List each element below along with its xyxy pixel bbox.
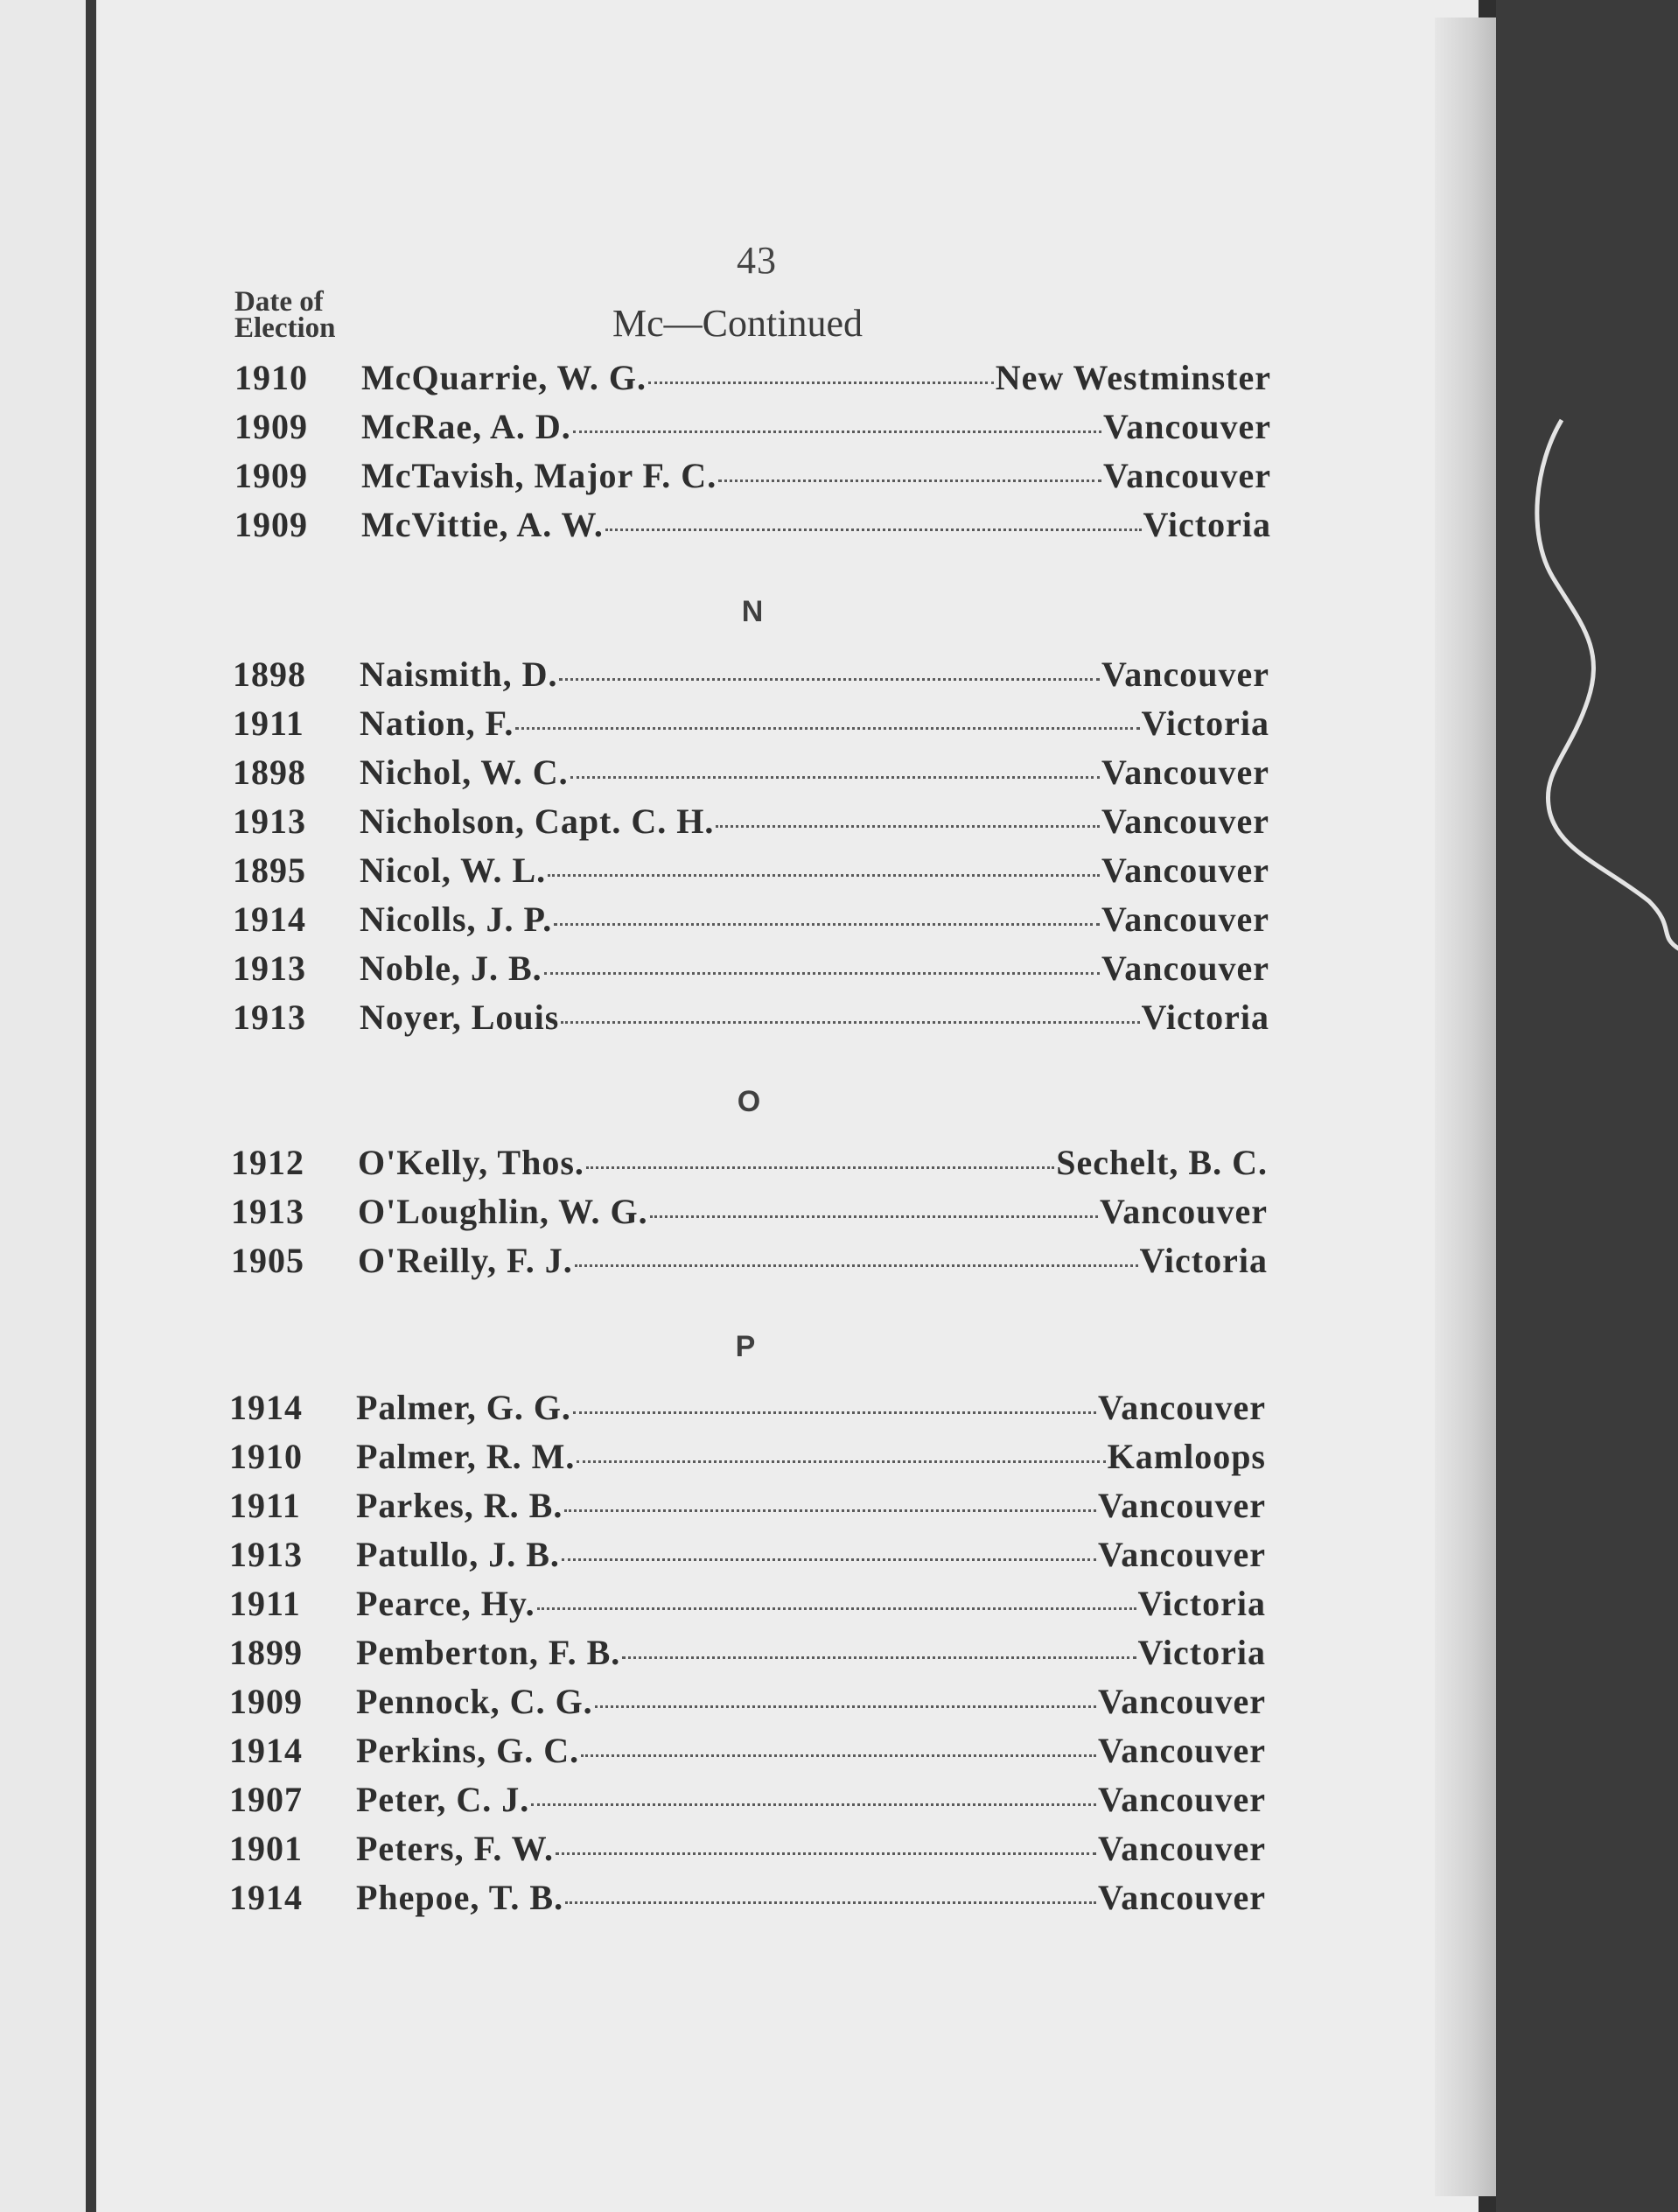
leader-dots bbox=[531, 1803, 1096, 1806]
header-line-2: Election bbox=[234, 312, 336, 344]
leader-dots bbox=[565, 1901, 1096, 1904]
member-name: Peters, F. W. bbox=[356, 1829, 554, 1868]
leader-dots bbox=[622, 1656, 1136, 1659]
listing-row bbox=[234, 504, 1271, 548]
listing-row bbox=[229, 1387, 1266, 1431]
leader-dots bbox=[544, 972, 1100, 975]
listing-row bbox=[234, 357, 1271, 401]
election-year: 1914 bbox=[233, 900, 306, 939]
leader-dots bbox=[573, 1411, 1096, 1414]
election-year: 1913 bbox=[233, 998, 306, 1037]
member-name: Pemberton, F. B. bbox=[356, 1633, 621, 1672]
election-year: 1901 bbox=[229, 1829, 303, 1868]
listing-row bbox=[233, 752, 1269, 795]
stray-fiber bbox=[1527, 411, 1678, 954]
election-year: 1913 bbox=[231, 1192, 304, 1231]
member-location: Vancouver bbox=[1098, 1780, 1266, 1819]
member-name: Palmer, R. M. bbox=[356, 1437, 576, 1476]
election-year: 1898 bbox=[233, 654, 306, 694]
member-name: O'Loughlin, W. G. bbox=[358, 1192, 648, 1231]
listing-row bbox=[229, 1877, 1266, 1921]
election-year: 1912 bbox=[231, 1143, 304, 1182]
election-year: 1914 bbox=[229, 1388, 303, 1427]
member-name: Nation, F. bbox=[360, 704, 514, 743]
leader-dots bbox=[716, 825, 1100, 828]
header-line-1: Date of bbox=[234, 286, 324, 318]
member-location: Vancouver bbox=[1101, 654, 1269, 694]
member-location: Vancouver bbox=[1101, 752, 1269, 792]
election-year: 1898 bbox=[233, 752, 306, 792]
member-name: Pennock, C. G. bbox=[356, 1682, 593, 1721]
member-location: Sechelt, B. C. bbox=[1056, 1143, 1268, 1182]
member-name: O'Reilly, F. J. bbox=[358, 1241, 573, 1280]
member-name: Phepoe, T. B. bbox=[356, 1878, 564, 1917]
section-letter-o: O bbox=[737, 1085, 761, 1118]
listing-row bbox=[229, 1828, 1266, 1872]
listing-row bbox=[229, 1632, 1266, 1676]
election-year: 1914 bbox=[229, 1731, 303, 1770]
leader-dots bbox=[562, 1558, 1096, 1561]
scan-backdrop bbox=[1496, 0, 1678, 2212]
leader-dots bbox=[650, 1215, 1098, 1218]
election-year: 1913 bbox=[233, 948, 306, 988]
member-location: Vancouver bbox=[1098, 1731, 1266, 1770]
member-name: Nicol, W. L. bbox=[360, 850, 547, 890]
member-name: Peter, C. J. bbox=[356, 1780, 530, 1819]
election-year: 1907 bbox=[229, 1780, 303, 1819]
member-location: Vancouver bbox=[1101, 802, 1269, 841]
member-name: O'Kelly, Thos. bbox=[358, 1143, 584, 1182]
listing-row bbox=[233, 997, 1269, 1040]
member-location: Vancouver bbox=[1098, 1829, 1266, 1868]
section-letter-p: P bbox=[735, 1330, 756, 1363]
member-location: Vancouver bbox=[1101, 900, 1269, 939]
member-location: Victoria bbox=[1143, 505, 1271, 544]
member-name: Nichol, W. C. bbox=[360, 752, 569, 792]
election-year: 1910 bbox=[229, 1437, 303, 1476]
member-name: Nicholson, Capt. C. H. bbox=[360, 802, 715, 841]
listing-row bbox=[231, 1142, 1268, 1186]
member-name: McVittie, A. W. bbox=[361, 505, 604, 544]
leader-dots bbox=[559, 678, 1100, 681]
election-year: 1909 bbox=[234, 505, 308, 544]
member-name: Noble, J. B. bbox=[360, 948, 542, 988]
member-name: Perkins, G. C. bbox=[356, 1731, 580, 1770]
member-name: Patullo, J. B. bbox=[356, 1535, 560, 1574]
leader-dots bbox=[573, 430, 1101, 433]
leader-dots bbox=[556, 1852, 1096, 1855]
member-name: Naismith, D. bbox=[360, 654, 558, 694]
member-name: Nicolls, J. P. bbox=[360, 900, 553, 939]
member-name: McQuarrie, W. G. bbox=[361, 358, 647, 397]
member-name: McTavish, Major F. C. bbox=[361, 456, 717, 495]
member-location: Victoria bbox=[1139, 1241, 1268, 1280]
member-location: Vancouver bbox=[1101, 948, 1269, 988]
member-location: Vancouver bbox=[1098, 1535, 1266, 1574]
member-location: Vancouver bbox=[1098, 1388, 1266, 1427]
leader-dots bbox=[515, 727, 1139, 730]
listing-row bbox=[234, 406, 1271, 450]
listing-row bbox=[229, 1681, 1266, 1725]
member-location: Victoria bbox=[1137, 1584, 1266, 1623]
election-year: 1913 bbox=[229, 1535, 303, 1574]
member-location: Victoria bbox=[1141, 998, 1269, 1037]
listing-row bbox=[229, 1485, 1266, 1529]
date-of-election-header bbox=[234, 286, 336, 344]
leader-dots bbox=[561, 1021, 1139, 1024]
member-location: New Westminster bbox=[995, 358, 1271, 397]
member-name: Noyer, Louis bbox=[360, 998, 560, 1037]
member-location: Vancouver bbox=[1098, 1486, 1266, 1525]
election-year: 1913 bbox=[233, 802, 306, 841]
election-year: 1914 bbox=[229, 1878, 303, 1917]
member-location: Victoria bbox=[1137, 1633, 1266, 1672]
election-year: 1909 bbox=[234, 407, 308, 446]
listing-row bbox=[233, 654, 1269, 697]
page-edge-shadow bbox=[1435, 18, 1496, 2196]
election-year: 1909 bbox=[229, 1682, 303, 1721]
leader-dots bbox=[605, 528, 1142, 531]
leader-dots bbox=[648, 382, 994, 384]
section-letter-n: N bbox=[741, 595, 764, 628]
member-name: Palmer, G. G. bbox=[356, 1388, 571, 1427]
member-location: Vancouver bbox=[1101, 850, 1269, 890]
listing-row bbox=[231, 1191, 1268, 1235]
listing-row bbox=[233, 899, 1269, 942]
listing-row bbox=[229, 1534, 1266, 1578]
leader-dots bbox=[537, 1607, 1136, 1610]
election-year: 1905 bbox=[231, 1241, 304, 1280]
member-name: McRae, A. D. bbox=[361, 407, 571, 446]
listing-row bbox=[233, 703, 1269, 746]
member-name: Pearce, Hy. bbox=[356, 1584, 535, 1623]
leader-dots bbox=[554, 923, 1100, 926]
election-year: 1911 bbox=[229, 1584, 301, 1623]
listing-row bbox=[233, 948, 1269, 991]
leader-dots bbox=[564, 1509, 1096, 1512]
listing-row bbox=[233, 801, 1269, 844]
listing-row bbox=[229, 1730, 1266, 1774]
election-year: 1911 bbox=[229, 1486, 301, 1525]
member-location: Vancouver bbox=[1100, 1192, 1268, 1231]
leader-dots bbox=[595, 1705, 1096, 1708]
election-year: 1899 bbox=[229, 1633, 303, 1672]
election-year: 1895 bbox=[233, 850, 306, 890]
leader-dots bbox=[575, 1264, 1138, 1267]
listing-row bbox=[231, 1240, 1268, 1284]
listing-row bbox=[234, 455, 1271, 499]
listing-row bbox=[233, 850, 1269, 893]
member-location: Vancouver bbox=[1098, 1682, 1266, 1721]
member-location: Vancouver bbox=[1098, 1878, 1266, 1917]
election-year: 1910 bbox=[234, 358, 308, 397]
book-spine bbox=[86, 0, 96, 2212]
listing-row bbox=[229, 1779, 1266, 1823]
member-location: Vancouver bbox=[1103, 407, 1271, 446]
listing-row bbox=[229, 1583, 1266, 1627]
leader-dots bbox=[548, 874, 1100, 877]
member-location: Vancouver bbox=[1103, 456, 1271, 495]
member-location: Kamloops bbox=[1107, 1437, 1266, 1476]
leader-dots bbox=[581, 1754, 1096, 1757]
facing-page-edge bbox=[0, 0, 86, 2212]
section-title: Mc—Continued bbox=[612, 302, 863, 345]
member-location: Victoria bbox=[1141, 704, 1269, 743]
leader-dots bbox=[718, 480, 1101, 482]
election-year: 1909 bbox=[234, 456, 308, 495]
election-year: 1911 bbox=[233, 704, 304, 743]
leader-dots bbox=[570, 776, 1100, 779]
member-name: Parkes, R. B. bbox=[356, 1486, 563, 1525]
leader-dots bbox=[577, 1460, 1105, 1463]
page-number: 43 bbox=[737, 239, 777, 282]
listing-row bbox=[229, 1436, 1266, 1480]
leader-dots bbox=[586, 1166, 1054, 1169]
